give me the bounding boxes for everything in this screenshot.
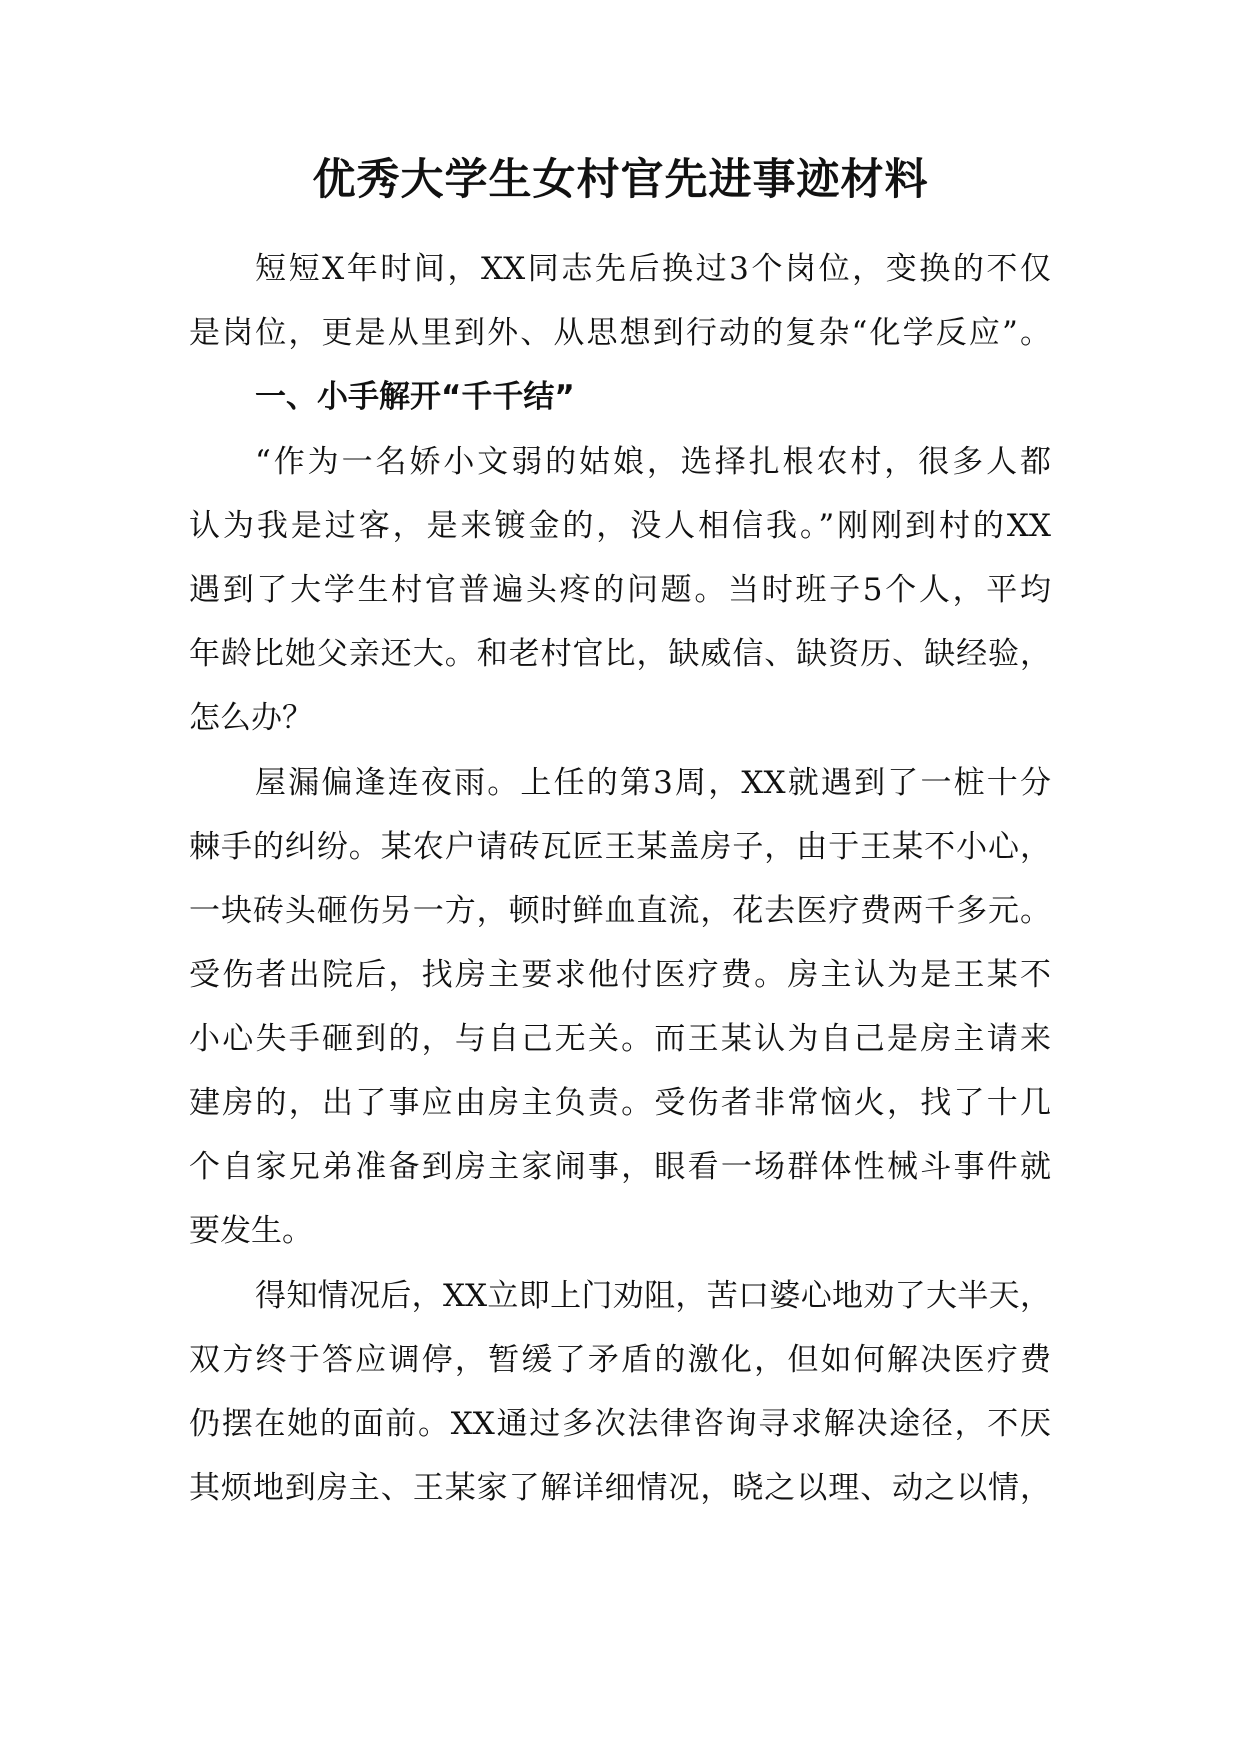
paragraph-4-line-2: 双方终于答应调停，暂缓了矛盾的激化，但如何解决医疗费 (189, 1342, 1051, 1378)
paragraph-2-line-3: 遇到了大学生村官普遍头疼的问题。当时班子5个人，平均 (189, 572, 1051, 608)
paragraph-3-line-4: 受伤者出院后，找房主要求他付医疗费。房主认为是王某不 (189, 957, 1051, 993)
paragraph-1-line-1: 短短X年时间，XX同志先后换过3个岗位，变换的不仅 (255, 251, 1051, 287)
paragraph-3-line-5: 小心失手砸到的，与自己无关。而王某认为自己是房主请来 (189, 1021, 1051, 1057)
section-heading-1: 一、小手解开“千千结” (255, 379, 575, 415)
paragraph-3-line-1: 屋漏偏逢连夜雨。上任的第3周，XX就遇到了一桩十分 (255, 765, 1051, 801)
paragraph-4-line-4: 其烦地到房主、王某家了解详细情况，晓之以理、动之以情， (189, 1470, 1051, 1506)
paragraph-2-line-1: “作为一名娇小文弱的姑娘，选择扎根农村，很多人都 (255, 444, 1051, 480)
paragraph-2-line-2: 认为我是过客，是来镀金的，没人相信我。”刚刚到村的XX (189, 508, 1051, 544)
paragraph-3-line-6: 建房的，出了事应由房主负责。受伤者非常恼火，找了十几 (189, 1085, 1051, 1121)
paragraph-3-line-3: 一块砖头砸伤另一方，顿时鲜血直流，花去医疗费两千多元。 (189, 893, 1051, 929)
paragraph-2-line-4: 年龄比她父亲还大。和老村官比，缺威信、缺资历、缺经验， (189, 636, 1051, 672)
paragraph-4-line-3: 仍摆在她的面前。XX通过多次法律咨询寻求解决途径，不厌 (189, 1406, 1051, 1442)
paragraph-3-line-2: 棘手的纠纷。某农户请砖瓦匠王某盖房子，由于王某不小心， (189, 829, 1051, 865)
paragraph-1-line-2: 是岗位，更是从里到外、从思想到行动的复杂“化学反应”。 (189, 315, 1051, 351)
paragraph-3-line-8: 要发生。 (189, 1213, 313, 1249)
paragraph-4-line-1: 得知情况后，XX立即上门劝阻，苦口婆心地劝了大半天， (255, 1278, 1051, 1314)
paragraph-2-line-5: 怎么办？ (189, 700, 313, 736)
document-title: 优秀大学生女村官先进事迹材料 (312, 155, 929, 205)
paragraph-3-line-7: 个自家兄弟准备到房主家闹事，眼看一场群体性械斗事件就 (189, 1149, 1051, 1185)
